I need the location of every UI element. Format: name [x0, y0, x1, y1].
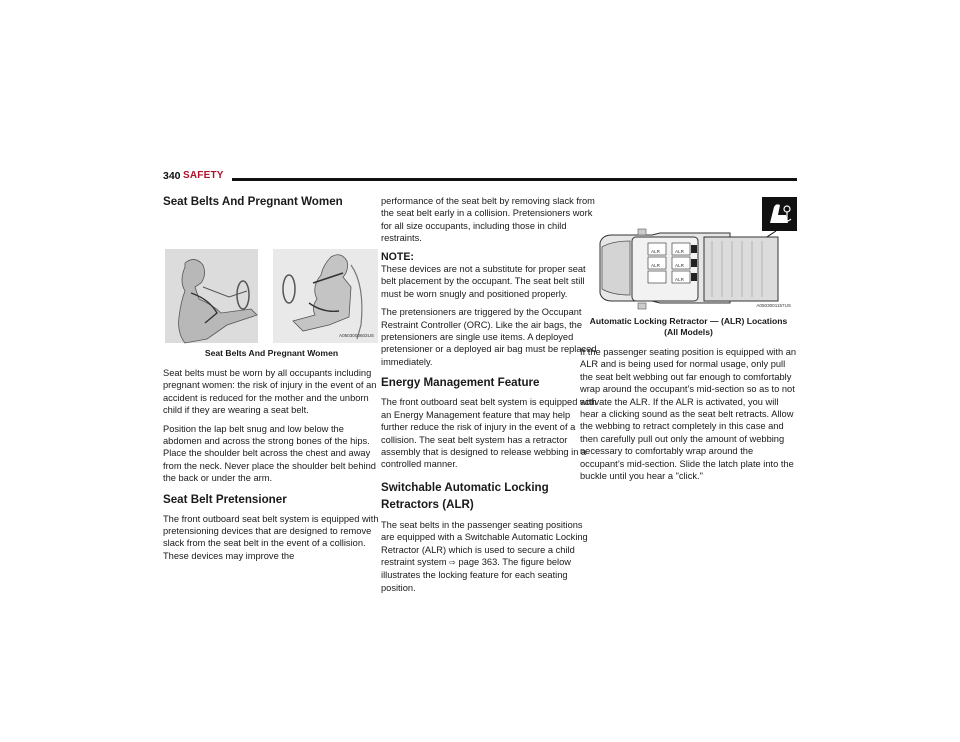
seat-alr-label: ALR	[675, 249, 684, 254]
paragraph: If the passenger seating position is equipped with an ALR and is being used for normal usage, only pull the seat belt webbing out far enough to comfortably wrap around the occupant’s mid-section so as to not activate the ALR. If the ALR is activated, you will hear a clicking sound as the seat belt retracts. Allow the webbing to retract completely in this case and then carefully pull out only the amount of webbing necessary to comfortably wrap around the occupant’s mid-section. Slide the latch plate into the buckle until you hear a "click."	[580, 347, 797, 482]
paragraph-text: The seat belts in the passenger seating positions are equipped with a Switchable Automatic Locking Retractor (ALR) which is used to secure a child restraint system	[381, 519, 588, 567]
paragraph: The pretensioners are triggered by the Occupant Restraint Controller (ORC). Like the air bags, the pretensioners are single use items. A deployed pretensioner or a deployed air bag must be replaced immediately.	[381, 307, 597, 367]
seat-alr-label: ALR	[651, 263, 660, 268]
note-title: NOTE:	[381, 250, 414, 263]
paragraph-alr	[381, 519, 598, 594]
figure-alr-locations	[580, 195, 797, 313]
paragraph: Position the lap belt snug and low below the abdomen and across the strong bones of the hips. Place the shoulder belt across the chest and away from the neck. Never place the shoulder belt behind the back or under the arm.	[163, 423, 376, 484]
paragraph: Seat belts must be worn by all occupants including pregnant women: the risk of injury in the event of an accident is reduced for the mother and the unborn child if they are wearing a seat belt.	[163, 368, 377, 416]
page-reference-arrow-icon: ⇨	[449, 557, 456, 567]
seat-alr-label: ALR	[675, 263, 684, 268]
heading-energy-management: Energy Management Feature	[381, 376, 540, 390]
note-text: These devices are not a substitute for proper seat belt placement by the occupant. The seat belt still must be worn snugly and positioned properly.	[381, 264, 586, 299]
paragraph-text: . The figure below illustrates the locking feature for each seating position.	[381, 556, 572, 593]
figure-caption: Automatic Locking Retractor — (ALR) Locations (All Models)	[589, 316, 788, 337]
page-number: 340	[163, 170, 181, 182]
heading-switchable-alr: Switchable Automatic Locking Retractors (ALR)	[381, 480, 549, 511]
page-reference-link[interactable]: page 363	[458, 556, 498, 567]
seat-alr-label: ALR	[651, 249, 660, 254]
header-rule	[232, 178, 797, 181]
figure-pregnant-women	[163, 243, 380, 345]
paragraph: The front outboard seat belt system is equipped with pretensioning devices that are designed to remove slack from the seat belt in the event of a collision. These devices may improve the	[163, 513, 379, 561]
figure-code: A0503001157US	[756, 302, 791, 308]
heading-seat-belt-pretensioner: Seat Belt Pretensioner	[163, 492, 287, 506]
column-3	[580, 195, 797, 488]
seat-alr-label: ALR	[675, 277, 684, 282]
page-header	[163, 170, 797, 186]
paragraph: performance of the seat belt by removing slack from the seat belt early in a collision. Pretensioners work for all size occupants, including those in child restraints.	[381, 196, 595, 244]
column-2	[381, 195, 598, 600]
figure-caption: Seat Belts And Pregnant Women	[204, 348, 339, 358]
heading-pregnant-women: Seat Belts And Pregnant Women	[163, 195, 343, 208]
truck-top-view-illustration	[580, 195, 797, 313]
paragraph: The front outboard seat belt system is equipped with an Energy Management feature that may help further reduce the risk of injury in the event of a collision. The seat belt system has a retractor assembly that is designed to release webbing in a controlled manner.	[381, 397, 597, 470]
column-1	[163, 195, 380, 568]
figure-code: A0503000603US	[339, 332, 374, 338]
section-title: SAFETY	[183, 170, 224, 181]
